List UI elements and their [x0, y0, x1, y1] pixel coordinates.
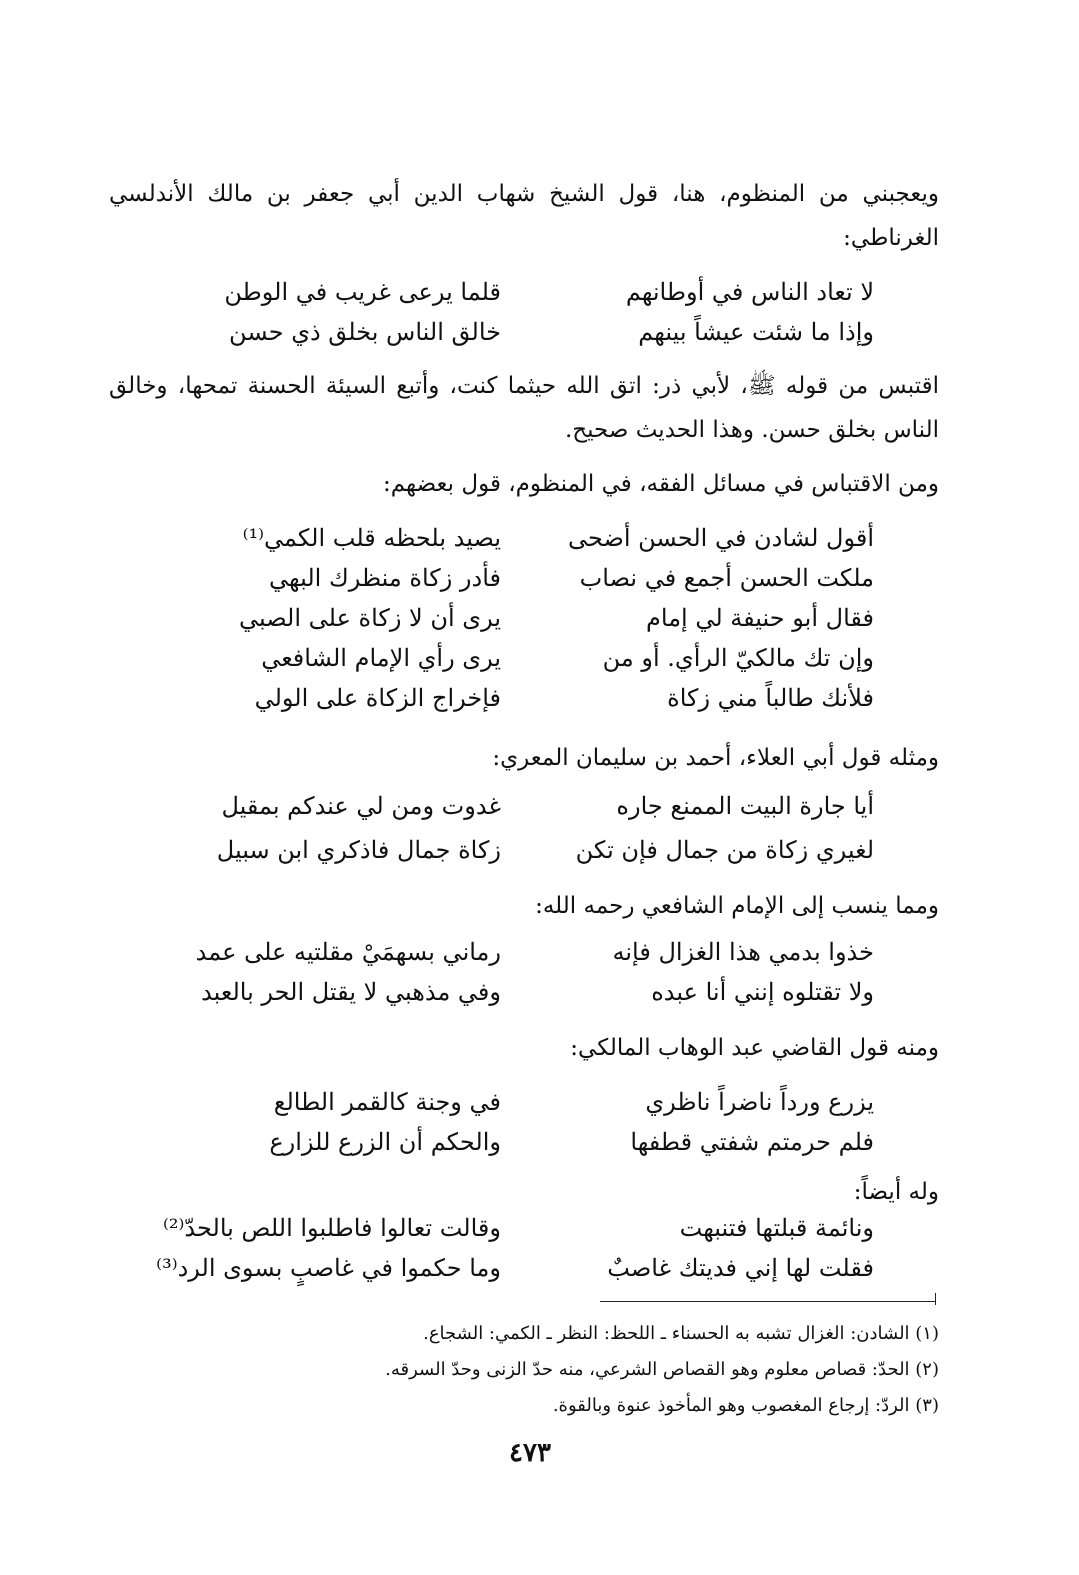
verse-first-hemistich: أقول لشادن في الحسن أضحى [567, 524, 874, 552]
verse-second-hemistich: غدوت ومن لي عندكم بمقيل [221, 792, 501, 820]
verse-first-hemistich: فلأنك طالباً مني زكاة [667, 684, 874, 712]
footnote-separator [600, 1301, 936, 1302]
page-number: ٤٧٣ [509, 1438, 551, 1468]
intro-paragraph: ومثله قول أبي العلاء، أحمد بن سليمان المعري: [492, 745, 939, 771]
verse-second-hemistich: يرى أن لا زكاة على الصبي [238, 604, 501, 632]
verse-second-hemistich: وقالت تعالوا فاطلبوا اللص بالحدّ⁽²⁾ [162, 1214, 501, 1242]
verse-first-hemistich: وإذا ما شئت عيشاً بينهم [638, 318, 874, 346]
verse-line [164, 678, 939, 718]
footnote: (٣) الردّ: إرجاع المغصوب وهو المأخوذ عنوة وبالقوة. [552, 1395, 939, 1416]
verse-line [164, 272, 939, 312]
verse-line [164, 1082, 939, 1122]
verse-line [164, 972, 939, 1012]
verse-first-hemistich: لا تعاد الناس في أوطانهم [625, 278, 874, 306]
verse-second-hemistich: وفي مذهبي لا يقتل الحر بالعبد [201, 978, 501, 1006]
verse-second-hemistich: وما حكموا في غاصبٍ بسوى الرد⁽³⁾ [156, 1254, 501, 1282]
verse-first-hemistich: خذوا بدمي هذا الغزال فإنه [612, 938, 874, 966]
footnote: (٢) الحدّ: قصاص معلوم وهو القصاص الشرعي، منه حدّ الزنى وحدّ السرقه. [385, 1359, 939, 1380]
verse-line [164, 932, 939, 972]
verse-line [164, 598, 939, 638]
verse-first-hemistich: ملكت الحسن أجمع في نصاب [579, 564, 874, 592]
intro-paragraph: وله أيضاً: [853, 1179, 939, 1205]
verse-second-hemistich: يصيد بلحظه قلب الكمي⁽¹⁾ [242, 524, 501, 552]
verse-second-hemistich: والحكم أن الزرع للزارع [269, 1128, 501, 1156]
verse-first-hemistich: ونائمة قبلتها فتنبهت [679, 1214, 874, 1242]
verse-first-hemistich: ولا تقتلوه إنني أنا عبده [651, 978, 874, 1006]
verse-first-hemistich: فقلت لها إني فديتك غاصبٌ [607, 1254, 874, 1282]
verse-second-hemistich: قلما يرعى غريب في الوطن [224, 278, 501, 306]
verse-second-hemistich: رماني بسهمَيْ مقلتيه على عمد [195, 938, 501, 966]
verse-line [164, 518, 939, 558]
verse-first-hemistich: يزرع ورداً ناضراً ناظري [645, 1088, 874, 1116]
verse-second-hemistich: يرى رأي الإمام الشافعي [261, 644, 501, 672]
footnote: (١) الشادن: الغزال تشبه به الحسناء ـ اللحظ: النظر ـ الكمي: الشجاع. [423, 1323, 939, 1344]
verse-line [164, 1208, 939, 1248]
verse-first-hemistich: وإن تك مالكيّ الرأي. أو من [602, 644, 874, 672]
verse-second-hemistich: خالق الناس بخلق ذي حسن [229, 318, 501, 346]
verse-line [164, 830, 939, 870]
verse-line [164, 558, 939, 598]
verse-second-hemistich: فإخراج الزكاة على الولي [254, 684, 501, 712]
verse-first-hemistich: لغيري زكاة من جمال فإن تكن [575, 836, 874, 864]
intro-paragraph: ومن الاقتباس في مسائل الفقه، في المنظوم، قول بعضهم: [382, 471, 939, 497]
verse-line [156, 1248, 939, 1288]
verse-second-hemistich: في وجنة كالقمر الطالع [273, 1088, 501, 1116]
verse-first-hemistich: أيا جارة البيت الممنع جاره [616, 792, 874, 820]
intro-paragraph: ويعجبني من المنظوم، هنا، قول الشيخ شهاب الدين أبي جعفر بن مالك الأندلسي الغرناطي: [109, 181, 939, 251]
verse-first-hemistich: فقال أبو حنيفة لي إمام [646, 604, 874, 632]
verse-line [164, 312, 939, 352]
intro-paragraph: ومنه قول القاضي عبد الوهاب المالكي: [570, 1035, 939, 1061]
verse-line [164, 638, 939, 678]
verse-second-hemistich: زكاة جمال فاذكري ابن سبيل [216, 836, 501, 864]
intro-paragraph: ومما ينسب إلى الإمام الشافعي رحمه الله: [535, 893, 939, 919]
verse-second-hemistich: فأدر زكاة منظرك البهي [269, 564, 501, 592]
verse-line [164, 786, 939, 826]
verse-line [164, 1122, 939, 1162]
hadith-paragraph: اقتبس من قوله ﷺ، لأبي ذر: اتق الله حيثما كنت، وأتبع السيئة الحسنة تمحها، وخالق الناس بخلق حسن. وهذا الحديث صحيح. [109, 373, 939, 443]
verse-first-hemistich: فلم حرمتم شفتي قطفها [630, 1128, 874, 1156]
footnote-separator-tick [935, 1293, 936, 1305]
